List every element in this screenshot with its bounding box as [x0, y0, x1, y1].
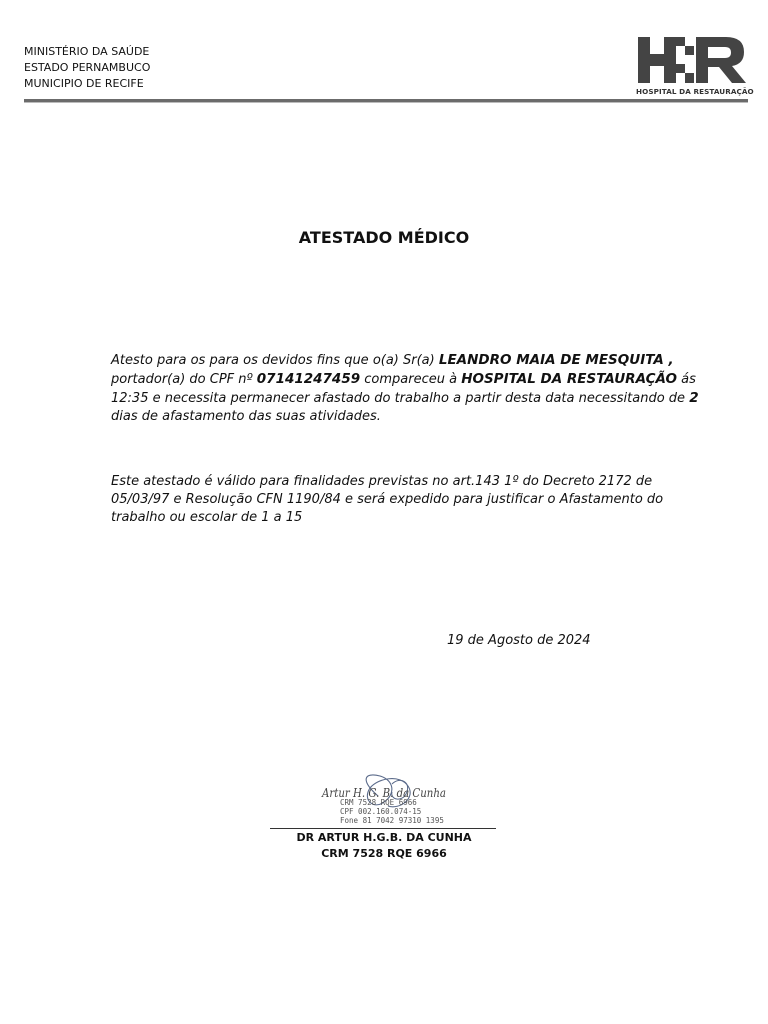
leave-days: 2: [689, 390, 699, 406]
header-line-municipality: MUNICIPIO DE RECIFE: [24, 77, 144, 90]
attestation-paragraph: [111, 351, 699, 426]
stamp-text: [340, 798, 444, 825]
institution-header: [24, 44, 150, 92]
document-title: ATESTADO MÉDICO: [298, 228, 470, 247]
hospital-name: HOSPITAL DA RESTAURAÇÃO: [461, 371, 678, 387]
patient-cpf: 07141247459: [256, 371, 361, 387]
header-line-state: ESTADO PERNAMBUCO: [24, 61, 151, 74]
text-segment: Atesto para os para os devidos fins que o(a) Sr(a): [111, 353, 439, 368]
text-segment: compareceu à: [360, 372, 462, 387]
signature-line: [270, 828, 496, 829]
logo-caption: HOSPITAL DA RESTAURAÇÃO: [636, 87, 754, 96]
signature-stamp: [300, 770, 470, 830]
doctor-name: DR ARTUR H.G.B. DA CUNHA: [296, 831, 472, 844]
header-line-ministry: MINISTÉRIO DA SAÚDE: [24, 45, 150, 58]
stamp-line: CRM 7528 RQE 6966: [340, 798, 417, 807]
stamp-line: Fone 81 7042 97310 1395: [340, 816, 444, 825]
legal-validity-paragraph: Este atestado é válido para finalidades previstas no art.143 1º do Decreto 2172 de 05/03/97 e Resolução CFN 1190/84 e será expedido para justificar o Afastamento do trabalho ou escolar de 1 a 15: [111, 474, 664, 525]
doctor-crm: CRM 7528 RQE 6966: [321, 847, 447, 860]
hospital-logo: [636, 33, 754, 97]
text-segment: portador(a) do CPF nº: [111, 372, 257, 387]
hr-logo-mark: [636, 33, 748, 87]
stamp-line: CPF 002.160.074-15: [340, 807, 422, 816]
document-date: 19 de Agosto de 2024: [447, 633, 591, 648]
patient-name: LEANDRO MAIA DE MESQUITA ,: [438, 352, 674, 368]
text-segment: ás 12:35 e necessita permanecer afastado do trabalho a partir desta data necessitando de: [111, 372, 696, 406]
header-divider: [24, 99, 748, 103]
text-segment: dias de afastamento das suas atividades.: [111, 409, 381, 424]
svg-text:Artur H. G. B. da Cunha: Artur H. G. B. da Cunha: [321, 786, 446, 800]
